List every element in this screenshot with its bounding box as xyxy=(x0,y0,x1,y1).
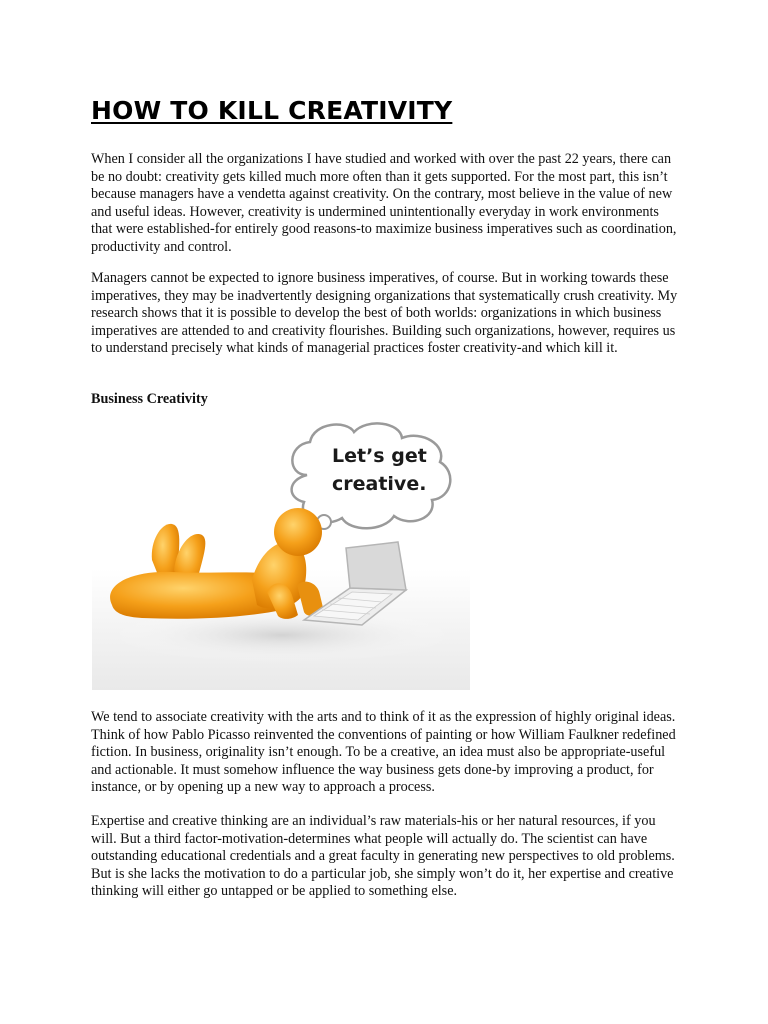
paragraph-imperatives: Managers cannot be expected to ignore business imperatives, of course. But in working towards these imperatives, they may be inadvertently designing organizations that systematically crush creativity. My research shows that it is possible to develop the best of both worlds: organizations in which business imperatives are attended to and creativity flourishes. Building such organizations, however, requires us to understand precisely what kinds of managerial practices foster creativity-and which kill it. xyxy=(91,270,678,357)
paragraph-intro: When I consider all the organizations I have studied and worked with over the past 22 years, there can be no doubt: creativity gets killed much more often than it gets supported. For the most part, this isn’t because managers have a vendetta against creativity. On the contrary, most believe in the value of new and useful ideas. However, creativity is undermined unintentionally everyday in work environments that were established-for entirely good reasons-to maximize business imperatives such as coordination, productivity and control. xyxy=(91,151,677,255)
bubble-line-2: creative. xyxy=(332,473,427,495)
figure-person xyxy=(110,508,324,619)
section-heading-business-creativity: Business Creativity xyxy=(91,391,208,407)
paragraph-motivation: Expertise and creative thinking are an individual’s raw materials-his or her natural resources, if you will. But a third factor-motivation-determines what people will actually do. The scientist can have outstanding educational credentials and a great faculty in generating new perspectives to old problems. But is she lacks the motivation to do a particular job, she simply won’t do it, her expertise and creative thinking will either go untapped or be applied to something else. xyxy=(91,813,675,900)
illustration-svg xyxy=(92,420,470,690)
laptop xyxy=(304,542,406,625)
creativity-illustration xyxy=(92,420,470,690)
bubble-line-1: Let’s get xyxy=(332,445,427,467)
page-title: HOW TO KILL CREATIVITY xyxy=(91,96,453,125)
paragraph-arts: We tend to associate creativity with the arts and to think of it as the expression of highly original ideas. Think of how Pablo Picasso reinvented the conventions of painting or how William Faulkner redefined fiction. In business, originality isn’t enough. To be a creative, an idea must also be appropriate-useful and actionable. It must somehow influence the way business gets done-by improving a product, for instance, or by opening up a new way to approach a process. xyxy=(91,709,676,796)
